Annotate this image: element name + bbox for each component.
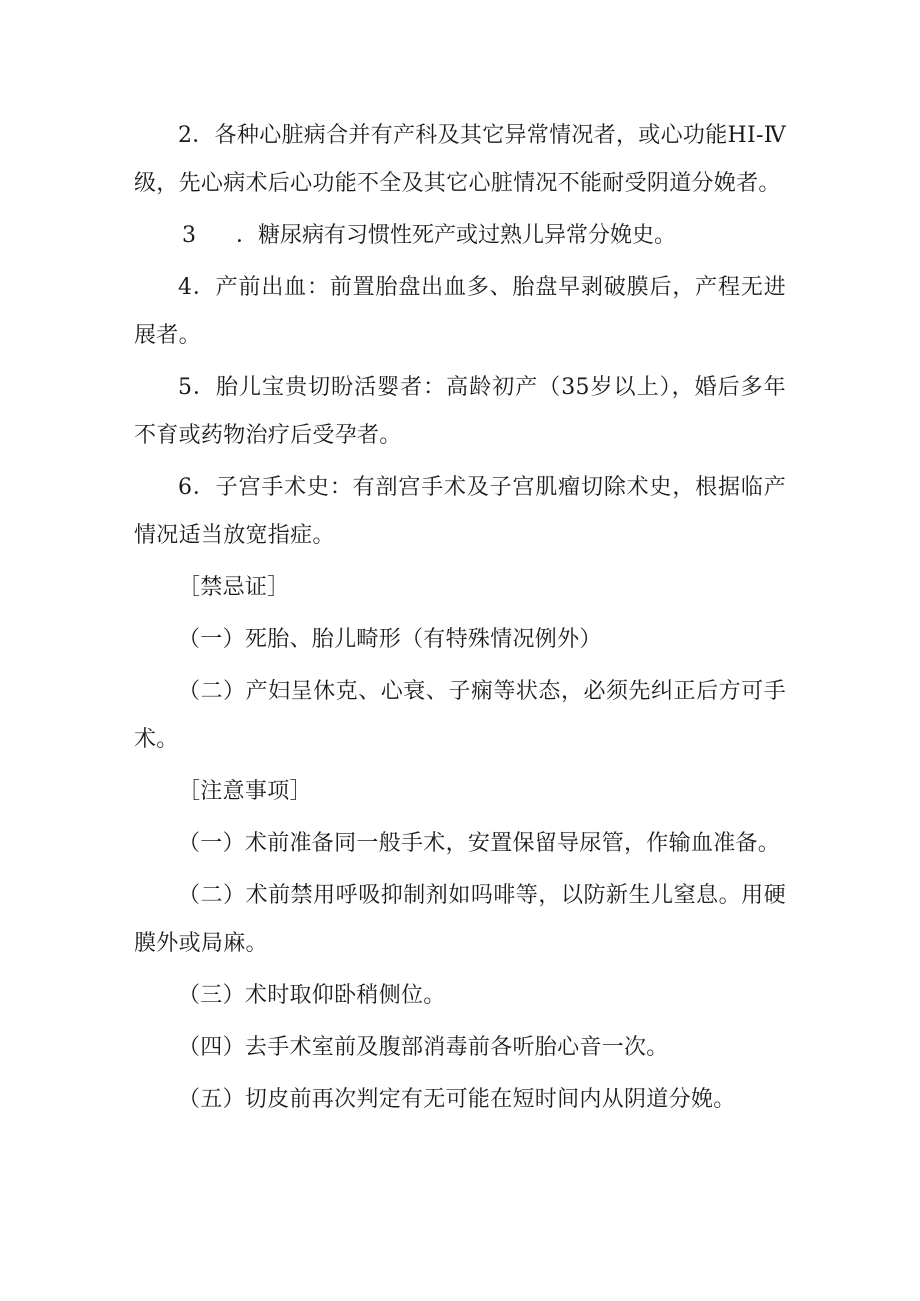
document-body [134, 112, 786, 1128]
contraindication-item-1: （一）死胎、胎儿畸形（有特殊情况例外） [178, 627, 602, 652]
indication-item-3 [134, 212, 786, 260]
indication-item-4: 4．产前出血：前置胎盘出血多、胎盘早剥破膜后，产程无进展者。 [134, 275, 786, 348]
notes-item-2: （二）术前禁用呼吸抑制剂如吗啡等，以防新生儿窒息。用硬膜外或局麻。 [134, 883, 786, 956]
notes-heading: ［注意事项］ [178, 779, 312, 804]
notes-item-5: （五）切皮前再次判定有无可能在短时间内从阴道分娩。 [178, 1087, 736, 1112]
notes-item-4: （四）去手术室前及腹部消毒前各听胎心音一次。 [178, 1035, 669, 1060]
indication-item-6: 6．子宫手术史：有剖宫手术及子宫肌瘤切除术史，根据临产情况适当放宽指症。 [134, 475, 786, 548]
contraindication-item-2: （二）产妇呈休克、心衰、子痫等状态，必须先纠正后方可手术。 [134, 679, 786, 752]
indication-item-3-number: 3 [182, 223, 196, 248]
indication-item-2: 2．各种心脏病合并有产科及其它异常情况者，或心功能HI-Ⅳ级，先心病术后心功能不全及其它心脏情况不能耐受阴道分娩者。 [134, 123, 786, 196]
contraindication-heading: ［禁忌证］ [178, 575, 290, 600]
indication-item-3-text: ．糖尿病有习惯性死产或过熟儿异常分娩史。 [236, 223, 677, 248]
notes-item-1: （一）术前准备同一般手术，安置保留导尿管，作输血准备。 [178, 831, 781, 856]
notes-item-3: （三）术时取仰卧稍侧位。 [178, 983, 446, 1008]
indication-item-5: 5．胎儿宝贵切盼活婴者：高龄初产（35岁以上），婚后多年不育或药物治疗后受孕者。 [134, 375, 786, 448]
